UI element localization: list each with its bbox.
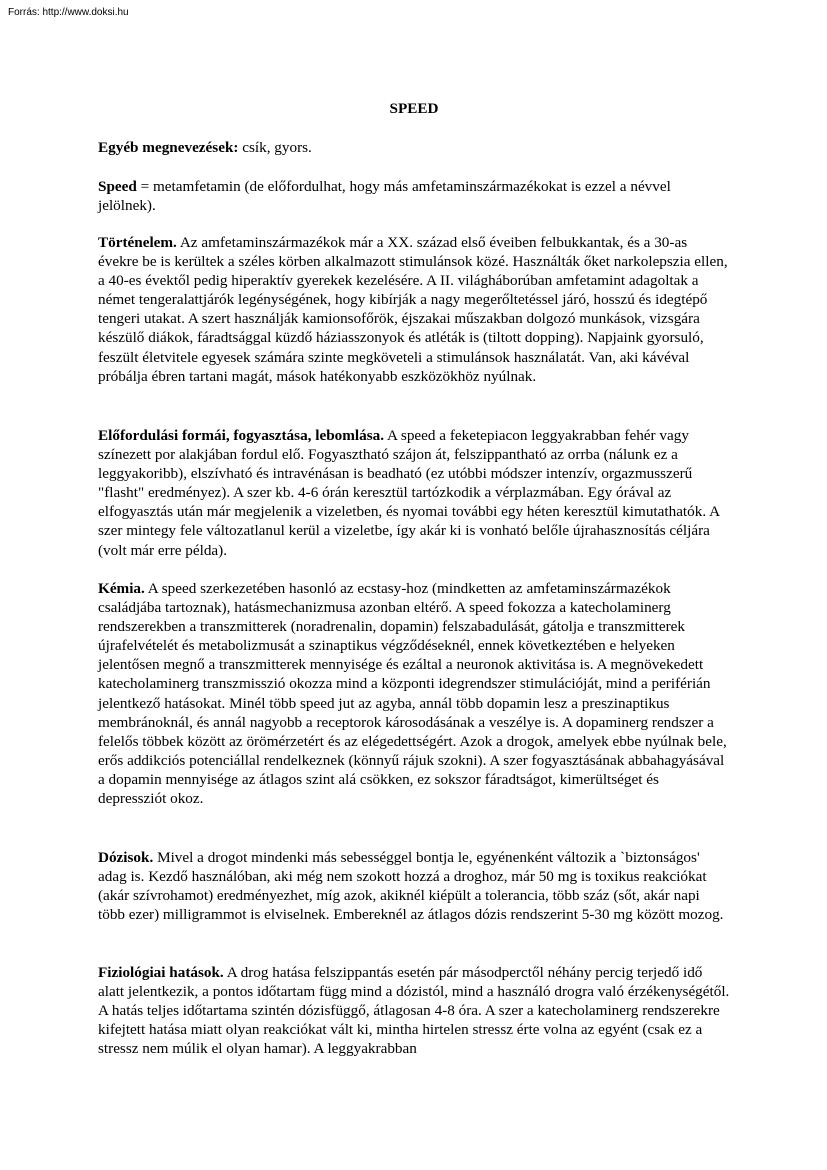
paragraph-history bbox=[98, 233, 730, 386]
paragraph-doses bbox=[98, 848, 730, 924]
paragraph-lead: Dózisok. bbox=[98, 849, 154, 866]
paragraph-text: Mivel a drogot mindenki más sebességgel bontja le, egyénenként változik a `biztonságos' adag is. Kezdő használóban, aki még nem szokott hozzá a droghoz, már 50 mg is toxikus reakciókat (akár szívrohamot) eredményezhet, míg azok, akiknél kiépült a tolerancia, több száz (sőt, akár napi több ezer) milligrammot is elviselnek. Embereknél az átlagos dózis rendszerint 5-30 mg között mozog. bbox=[98, 849, 724, 924]
paragraph-lead: Előfordulási formái, fogyasztása, lebomlása. bbox=[98, 427, 385, 444]
paragraph-other-names bbox=[98, 138, 730, 157]
paragraph-text: A drog hatása felszippantás esetén pár másodperctől néhány percig terjedő idő alatt jelentkezik, a pontos időtartam függ mind a dózistól, mind a használó drogra való érzékenységétől. A hatás teljes időtartama szintén dózisfüggő, átlagosan 4-8 óra. A szer a katecholaminerg rendszerekre kifejtett hatása miatt olyan reakciókat vált ki, mintha hirtelen stressz érte volna az egyént (csak ez a stressz nem múlik el olyan hamar). A leggyakrabban bbox=[98, 964, 730, 1058]
paragraph-text: Az amfetaminszármazékok már a XX. század első éveiben felbukkantak, és a 30-as évekre be is kerültek a széles körben alkalmazott stimulánsok közé. Használták őket narkolepszia ellen, a 40-es évektől pedig hiperaktív gyerekek kezelésére. A II. világháborúban amfetamint adagoltak a német tengeralattjárók legénységének, hogy kibírják a nagy megerőltetéssel járó, hosszú és idegtépő tengeri utakat. A szert használják kamionsofőrök, éjszakai műszakban dolgozó munkások, vizsgára készülő diákok, fáradtsággal küzdő háziasszonyok és atléták is (tiltott dopping). Napjaink gyorsuló, feszült életvitele egyesek számára szinte megköveteli a stimulánsok használatát. Van, aki kávéval próbálja ébren tartani magát, mások hatékonyabb eszközökhöz nyúlnak. bbox=[98, 234, 728, 385]
paragraph-physiology bbox=[98, 963, 730, 1058]
paragraph-text: = metamfetamin (de előfordulhat, hogy más amfetaminszármazékokat is ezzel a névvel jelölnek). bbox=[98, 178, 671, 215]
paragraph-lead: Speed bbox=[98, 178, 137, 195]
paragraph-chemistry bbox=[98, 579, 730, 808]
paragraph-text: A speed szerkezetében hasonló az ecstasy-hoz (mindketten az amfetaminszármazékok családjába tartoznak), hatásmechanizmusa azonban eltérő. A speed fokozza a katecholaminerg rendszerekben a transzmitterek (noradrenalin, dopamin) felszabadulását, gátolja e transzmitterek újrafelvételét és metabolizmusát a szinaptikus végződéseknél, ennek következtében e helyeken jelentősen megnő a transzmitterek mennyisége és ezáltal a neuronok aktivitása is. A megnövekedett katecholaminerg transzmisszió okozza mind a központi idegrendszer stimulációját, mind a periférián jelentkező hatásokat. Minél több speed jut az agyba, annál több dopamin lesz a preszinaptikus membránoknál, és annál nagyobb a receptorok károsodásának a veszélye is. A dopaminerg rendszer a felelős többek között az örömérzetért és az elégedettségért. Azok a drogok, amelyek ebbe nyúlnak bele, erős addikciós potenciállal rendelkeznek (könnyű rájuk szokni). A szer fogyasztásának abbahagyásával a dopamin mennyisége az átlagos szint alá csökken, ez sokszor fáradtságot, kimerültséget és depressziót okoz. bbox=[98, 580, 727, 808]
paragraph-speed bbox=[98, 177, 730, 215]
paragraph-text: A speed a feketepiacon leggyakrabban fehér vagy színezett por alakjában fordul elő. Fogyasztható szájon át, felszippantható az orrba (nálunk ez a leggyakoribb), elszívható és intravénásan is beadható (ez utóbbi módszer intenzív, orgazmusszerű "flasht" eredményez). A szer kb. 4-6 órán keresztül tartózkodik a vérplazmában. Egy órával az elfogyasztás után már megjelenik a vizeletben, és nyomai további egy héten keresztül kimutathatók. A szer mintegy fele változatlanul kerül a vizeletbe, így akár ki is vonható belőle újrahasznosítás céljára (volt már erre példa). bbox=[98, 427, 720, 559]
paragraph-lead: Történelem. bbox=[98, 234, 177, 251]
paragraph-lead: Egyéb megnevezések: bbox=[98, 139, 239, 156]
paragraph-text: csík, gyors. bbox=[238, 139, 312, 156]
page-title: SPEED bbox=[389, 100, 439, 117]
paragraph-lead: Fiziológiai hatások. bbox=[98, 964, 224, 981]
source-line: Forrás: http://www.doksi.hu bbox=[8, 7, 129, 18]
paragraph-lead: Kémia. bbox=[98, 580, 145, 597]
paragraph-forms bbox=[98, 426, 730, 560]
